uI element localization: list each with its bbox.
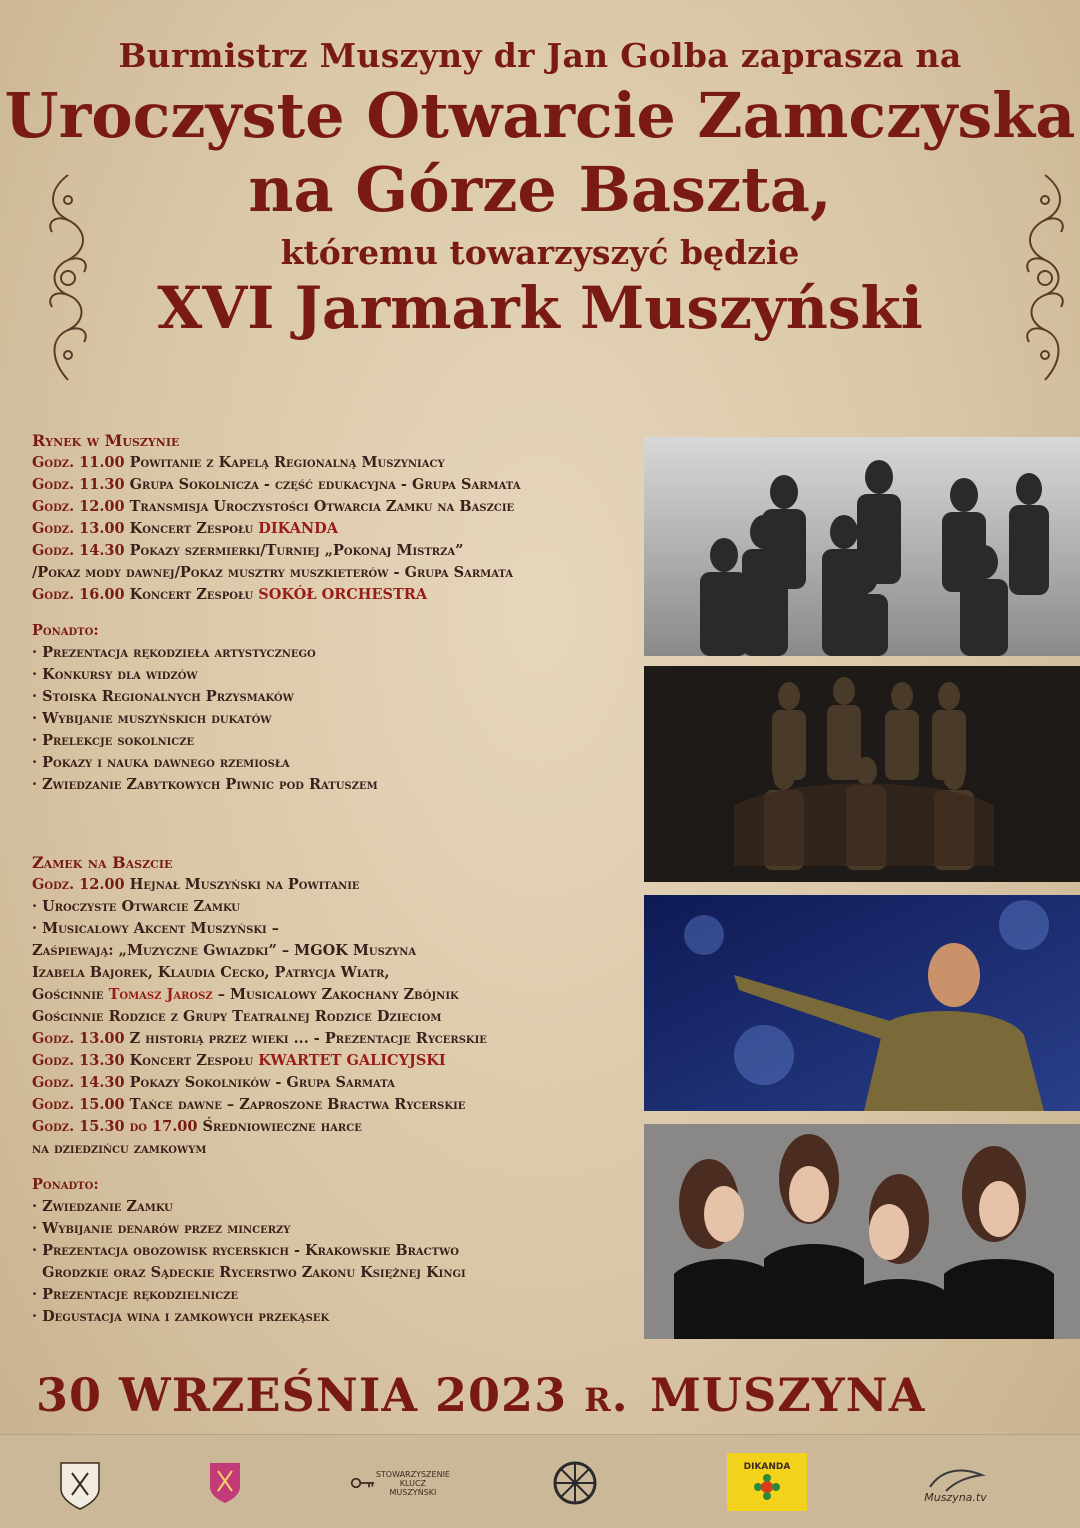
schedule-item: Gościnnie Tomasz Jarosz – Musicalowy Zakochany Zbójnik <box>32 986 459 1003</box>
schedule-item: · Musicalowy Akcent Muszyński – <box>32 920 279 937</box>
schedule-item: Godz. 16.00 Koncert Zespołu SOKÓŁ ORCHESTRA <box>32 586 428 603</box>
fair-title: XVI Jarmark Muszyński <box>157 274 923 342</box>
list-item: · Zwiedzanie Zabytkowych Piwnic pod Ratuszem <box>32 776 378 793</box>
ponadto-label: Ponadto: <box>32 1176 99 1193</box>
list-item: · Prezentacje rękodzielnicze <box>32 1286 239 1303</box>
schedule-item: Izabela Bajorek, Klaudia Cecko, Patrycja Wiatr, <box>32 964 390 981</box>
band-name: DIKANDA <box>258 520 338 537</box>
list-item: · Konkursy dla widzów <box>32 666 198 683</box>
invite-line: Burmistrz Muszyny dr Jan Golba zaprasza na <box>118 36 962 75</box>
schedule-item: · Uroczyste Otwarcie Zamku <box>32 898 241 915</box>
schedule-item: Godz. 12.00 Transmisja Uroczystości Otwarcia Zamku na Baszcie <box>32 498 515 515</box>
schedule-list <box>32 874 642 1160</box>
section-title: Rynek w Muszynie <box>32 431 180 450</box>
flower-icon <box>752 1472 782 1502</box>
title-line-2: na Górze Baszta, <box>248 153 832 226</box>
schedule-list <box>32 452 642 606</box>
schedule-item: Godz. 13.00 Z historią przez wieki ... - Prezentacje Rycerskie <box>32 1030 487 1047</box>
list-item: · Wybijanie muszyńskich dukatów <box>32 710 272 727</box>
ponadto-label: Ponadto: <box>32 622 99 639</box>
muszyna-crest-icon <box>208 1461 242 1505</box>
schedule-item: Godz. 15.30 do 17.00 Średniowieczne harce <box>32 1118 362 1135</box>
program-section-rynek <box>32 430 642 796</box>
photo-band-1 <box>644 437 1080 656</box>
photo-band-2 <box>644 666 1080 882</box>
muszyna-crest-logo <box>205 1455 245 1511</box>
ornament-right-icon <box>1015 170 1075 385</box>
klucz-muszynski-logo: STOWARZYSZENIE KLUCZ MUSZYŃSKI <box>350 1455 450 1511</box>
sokol-orchestra-logo <box>550 1455 600 1511</box>
schedule-item: Zaśpiewają: „Muzyczne Gwiazdki” – MGOK Muszyna <box>32 942 417 959</box>
list-item: · Wybijanie denarów przez mincerzy <box>32 1220 291 1237</box>
schedule-item: na dziedzińcu zamkowym <box>32 1140 207 1157</box>
schedule-item: Godz. 14.30 Pokazy Sokolników - Grupa Sarmata <box>32 1074 395 1091</box>
schedule-item: Godz. 12.00 Hejnał Muszyński na Powitanie <box>32 876 360 893</box>
list-item: · Stoiska Regionalnych Przysmaków <box>32 688 294 705</box>
list-item: · Prezentacja obozowisk rycerskich - Krakowskie Bractwo <box>32 1242 460 1259</box>
extras-list <box>32 1196 642 1328</box>
section-title: Zamek na Baszcie <box>32 853 173 872</box>
schedule-item: Godz. 13.30 Koncert Zespołu KWARTET GALICYJSKI <box>32 1052 446 1069</box>
list-item: · Degustacja wina i zamkowych przekąsek <box>32 1308 330 1325</box>
schedule-item: Godz. 13.00 Koncert Zespołu DIKANDA <box>32 520 338 537</box>
poster-header <box>0 28 1080 342</box>
list-item: · Pokazy i nauka dawnego rzemiosła <box>32 754 290 771</box>
schedule-item: Godz. 11.00 Powitanie z Kapelą Regionalną Muszyniacy <box>32 454 445 471</box>
list-item: · Prelekcje sokolnicze <box>32 732 195 749</box>
key-icon <box>350 1473 376 1493</box>
mgok-crest-icon <box>57 1455 103 1511</box>
extras-list <box>32 642 642 796</box>
schedule-item: Godz. 15.00 Tańce dawne – Zaproszone Bractwa Rycerskie <box>32 1096 466 1113</box>
wheel-icon <box>551 1459 599 1507</box>
schedule-item: Godz. 11.30 Grupa Sokolnicza - część edukacyjna - Grupa Sarmata <box>32 476 521 493</box>
ornament-left-icon <box>38 170 98 385</box>
program-section-zamek <box>32 852 642 1328</box>
mgok-logo <box>55 1455 105 1511</box>
schedule-item: Gościnnie Rodzice z Grupy Teatralnej Rodzice Dzieciom <box>32 1008 442 1025</box>
photo-quartet <box>644 1124 1080 1339</box>
event-place: MUSZYNA <box>650 1368 926 1422</box>
muszyna-tv-logo: Muszyna.tv <box>908 1455 1003 1511</box>
guest-name: Tomasz Jarosz <box>108 986 213 1003</box>
event-date: 30 WRZEŚNIA 2023 r. <box>36 1368 629 1422</box>
schedule-item: Godz. 14.30 Pokazy szermierki/Turniej „Pokonaj Mistrza” <box>32 542 464 559</box>
list-item: Grodzkie oraz Sądeckie Rycerstwo Zakonu Księżnej Kingi <box>32 1264 466 1281</box>
sponsor-logos-bar <box>0 1434 1080 1528</box>
subtitle: któremu towarzyszyć będzie <box>280 233 800 272</box>
schedule-item: /Pokaz mody dawnej/Pokaz musztry muszkieterów - Grupa Sarmata <box>32 564 514 581</box>
list-item: · Zwiedzanie Zamku <box>32 1198 173 1215</box>
list-item: · Prezentacja rękodzieła artystycznego <box>32 644 316 661</box>
band-name: KWARTET GALICYJSKI <box>258 1052 446 1069</box>
title-line-1: Uroczyste Otwarcie Zamczyska <box>4 79 1076 152</box>
bird-icon <box>926 1465 986 1493</box>
band-name: SOKÓŁ ORCHESTRA <box>258 586 428 603</box>
dikanda-logo: DIKANDA <box>727 1453 807 1511</box>
photo-singer <box>644 895 1080 1111</box>
